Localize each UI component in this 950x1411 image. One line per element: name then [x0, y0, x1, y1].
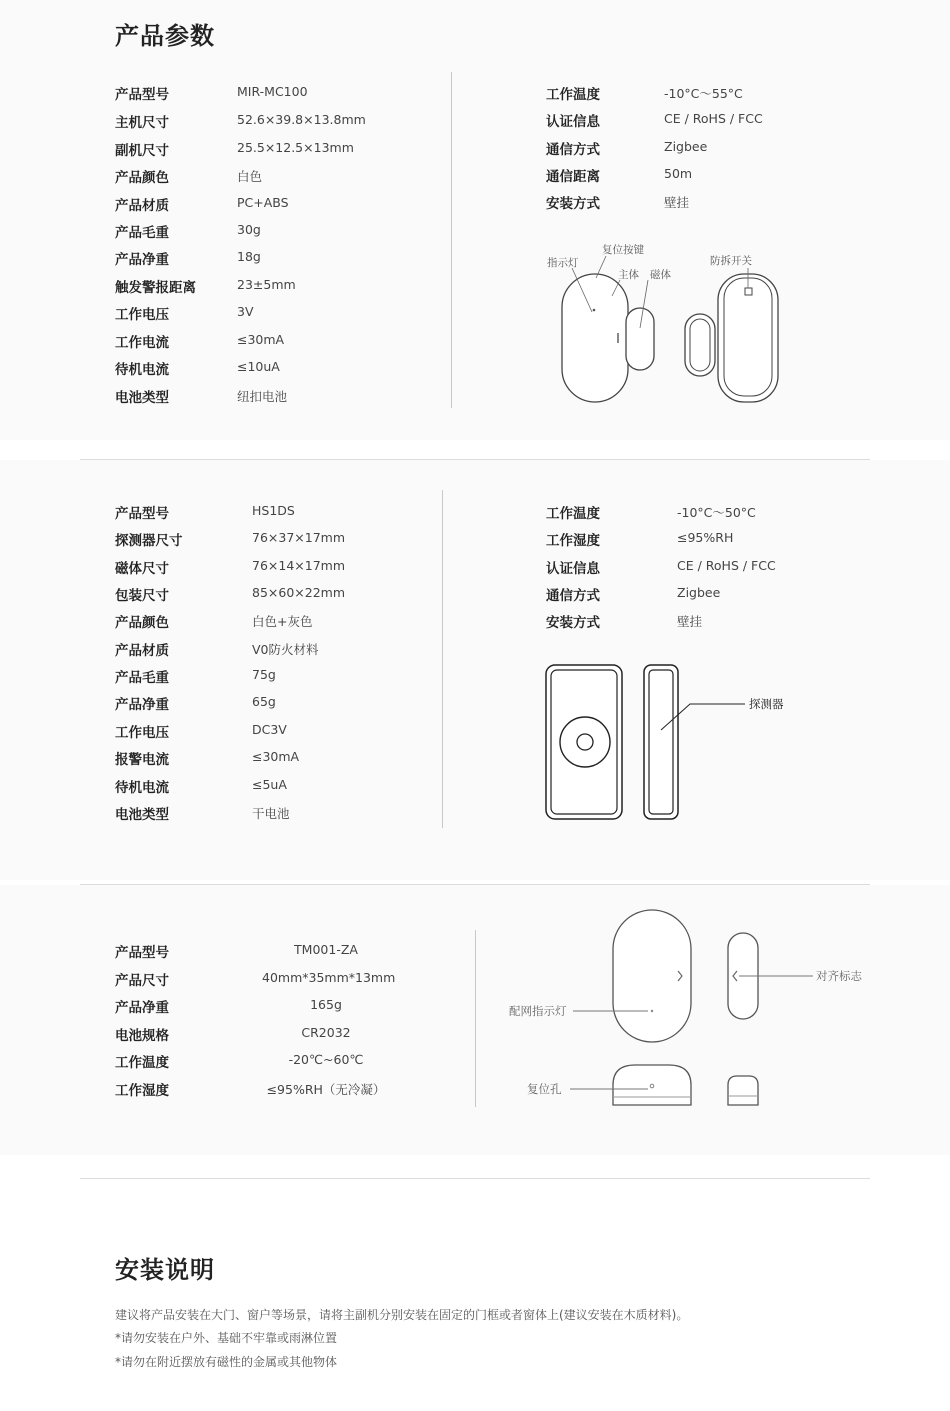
spec-section-hs1ds: 产品型号 HS1DS 探测器尺寸 76×37×17mm 磁体尺寸 76×14×17mm 包装尺寸 85×60×22mm 产品颜色 白色+灰色 产品材质 V0防火材料 产品毛重 75g 产品净重 65g 工作电压 DC3V 报警电流 ≤30mA 待机电流 ≤5uA 电池类型 干电池 工作温度 -10°C～50°C 工作湿度 ≤95%RH 认证信息 CE / RoHS / FCC 通信方式 Zigbee 安装方式 壁挂 探测器	[0, 460, 950, 880]
product-diagram-hs1ds	[540, 660, 800, 825]
product-diagram-mir-mc100	[540, 238, 800, 413]
spec-section-mir-mc100: 产品参数 产品型号 MIR-MC100 主机尺寸 52.6×39.8×13.8mm 副机尺寸 25.5×12.5×13mm 产品颜色 白色 产品材质 PC+ABS 产品毛重 30g 产品净重 18g 触发警报距离 23±5mm 工作电压 3V 工作电流 ≤30mA 待机电流 ≤10uA 电池类型 纽扣电池 工作温度 -10°C～55°C 认证信息 CE / RoHS / FCC 通信方式 Zigbee 通信距离 50m 安装方式 壁挂 指示灯 复位按键 主体 磁体 防拆开关	[0, 0, 950, 440]
section-title: 产品参数	[115, 22, 215, 50]
label-main-body: 主体	[618, 269, 639, 281]
install-section	[0, 1180, 950, 1411]
install-warning: *请勿在附近摆放有磁性的金属或其他物体	[115, 1355, 338, 1369]
install-warning: *请勿安装在户外、基础不牢靠或雨淋位置	[115, 1331, 338, 1345]
label-reset-button: 复位按键	[602, 244, 644, 256]
spec-section-tm001-za: 产品型号 TM001-ZA 产品尺寸 40mm*35mm*13mm 产品净重 165g 电池规格 CR2032 工作温度 -20℃~60℃ 工作湿度 ≤95%RH（无冷凝） 对齐标志 配网指示灯 复位孔	[0, 885, 950, 1155]
column-divider	[442, 490, 443, 828]
column-divider	[475, 930, 476, 1107]
label-magnet: 磁体	[650, 269, 671, 281]
label-tamper-switch: 防拆开关	[710, 255, 752, 267]
section-divider	[80, 1178, 870, 1179]
label-detector: 探测器	[749, 697, 784, 711]
label-indicator: 指示灯	[547, 257, 579, 269]
label-pairing-indicator: 配网指示灯	[509, 1004, 567, 1018]
product-diagram-tm001-za	[505, 905, 875, 1110]
install-note: 建议将产品安装在大门、窗户等场景，请将主副机分别安装在固定的门框或者窗体上(建议安装在木质材料)。	[115, 1308, 689, 1322]
label-alignment-mark: 对齐标志	[816, 969, 862, 983]
column-divider	[451, 72, 452, 408]
label-reset-hole: 复位孔	[527, 1082, 562, 1096]
install-title: 安装说明	[115, 1256, 215, 1284]
